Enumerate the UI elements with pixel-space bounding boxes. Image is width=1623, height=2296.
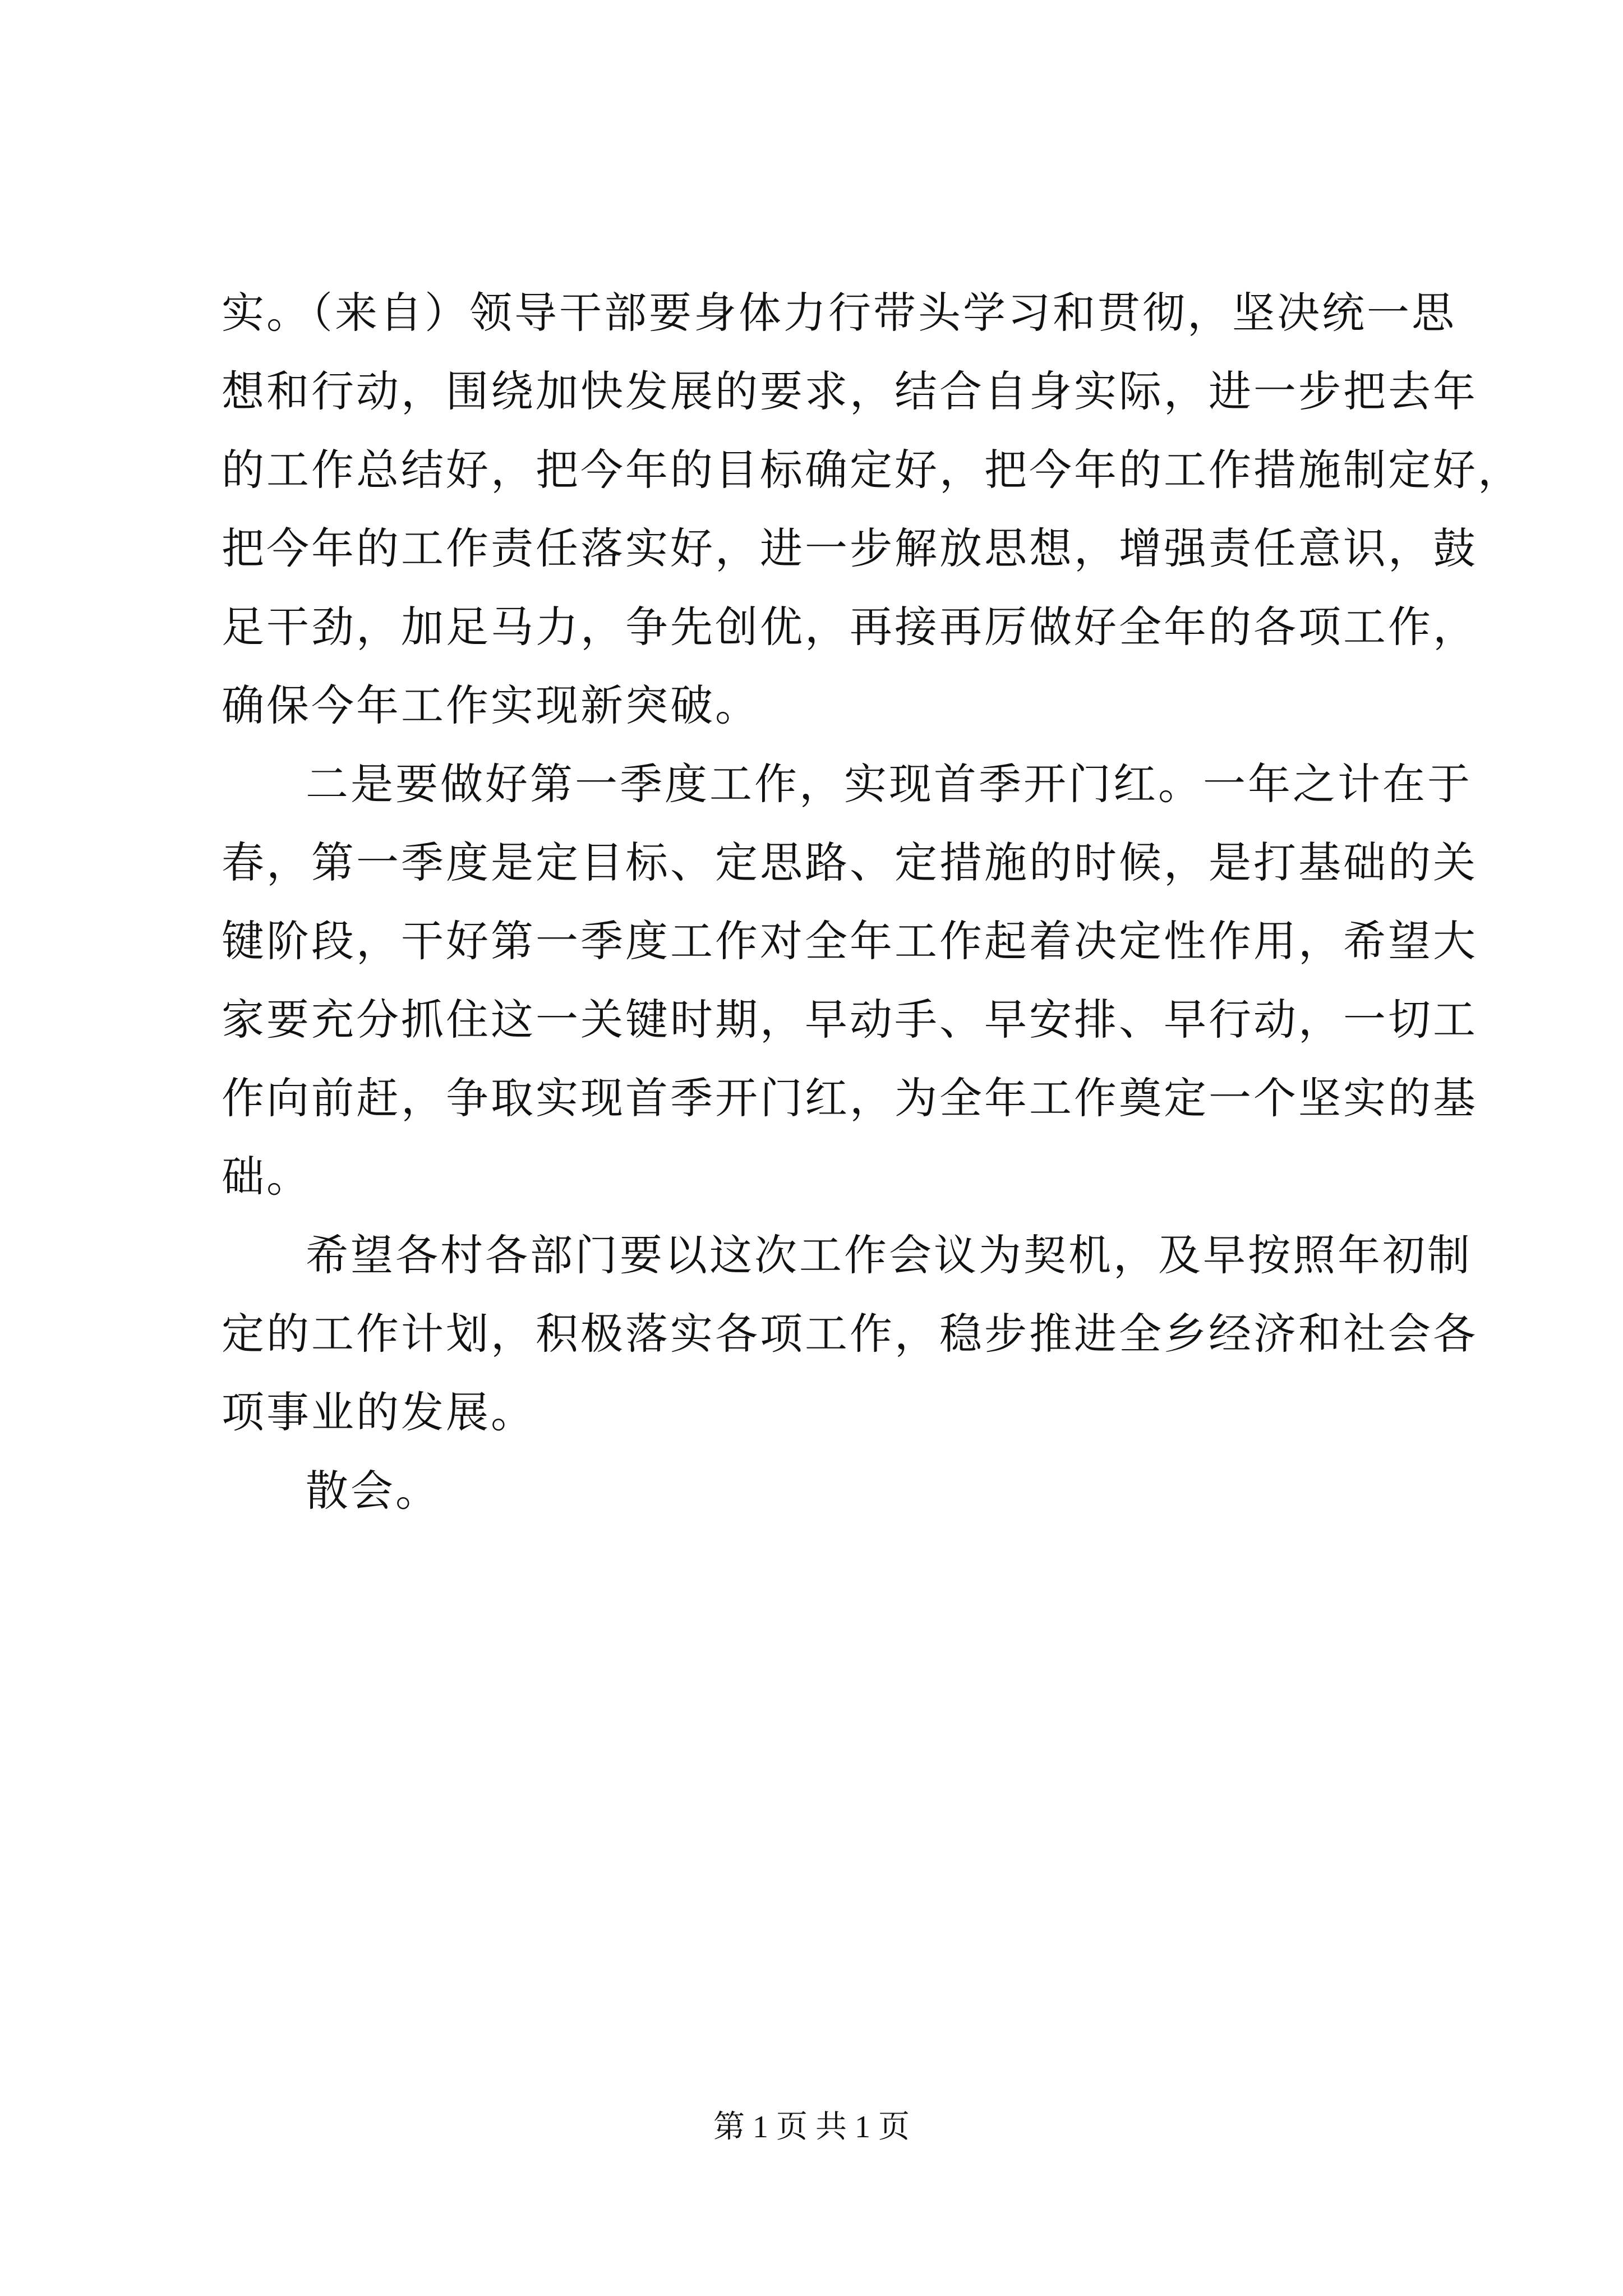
- text-line: 项事业的发展。: [222, 1387, 536, 1437]
- text-line: 实。（来自）领导干部要身体力行带头学习和贯彻，坚决统一思: [222, 288, 1456, 338]
- text-line: 的工作总结好，把今年的目标确定好，把今年的工作措施制定好，: [222, 445, 1523, 495]
- paragraph: [222, 274, 1523, 745]
- text-line: 家要充分抓住这一关键时期，早动手、早安排、早行动，一切工: [222, 995, 1478, 1045]
- text-line: 想和行动，围绕加快发展的要求，结合自身实际，进一步把去年: [222, 366, 1478, 416]
- text-line: 础。: [222, 1152, 311, 1202]
- paragraph: [222, 745, 1478, 1216]
- paragraph: [222, 1216, 1478, 1452]
- text-line: 春，第一季度是定目标、定思路、定措施的时候，是打基础的关: [222, 838, 1478, 887]
- page-number-footer: 第 1 页 共 1 页: [713, 2110, 910, 2145]
- text-line: 希望各村各部门要以这次工作会议为契机，及早按照年初制: [306, 1230, 1472, 1280]
- paragraph: [222, 1452, 1427, 1530]
- text-line: 作向前赶，争取实现首季开门红，为全年工作奠定一个坚实的基: [222, 1073, 1478, 1123]
- text-line: 把今年的工作责任落实好，进一步解放思想，增强责任意识，鼓: [222, 523, 1478, 573]
- text-line: 定的工作计划，积极落实各项工作，稳步推进全乡经济和社会各: [222, 1309, 1478, 1359]
- text-line: 确保今年工作实现新突破。: [222, 680, 760, 730]
- text-line: 散会。: [306, 1466, 440, 1516]
- text-line: 键阶段，干好第一季度工作对全年工作起着决定性作用，希望大: [222, 916, 1478, 966]
- text-line: 足干劲，加足马力，争先创优，再接再厉做好全年的各项工作，: [222, 602, 1478, 652]
- text-line: 二是要做好第一季度工作，实现首季开门红。一年之计在于: [306, 759, 1472, 809]
- document-body: [222, 274, 1523, 1530]
